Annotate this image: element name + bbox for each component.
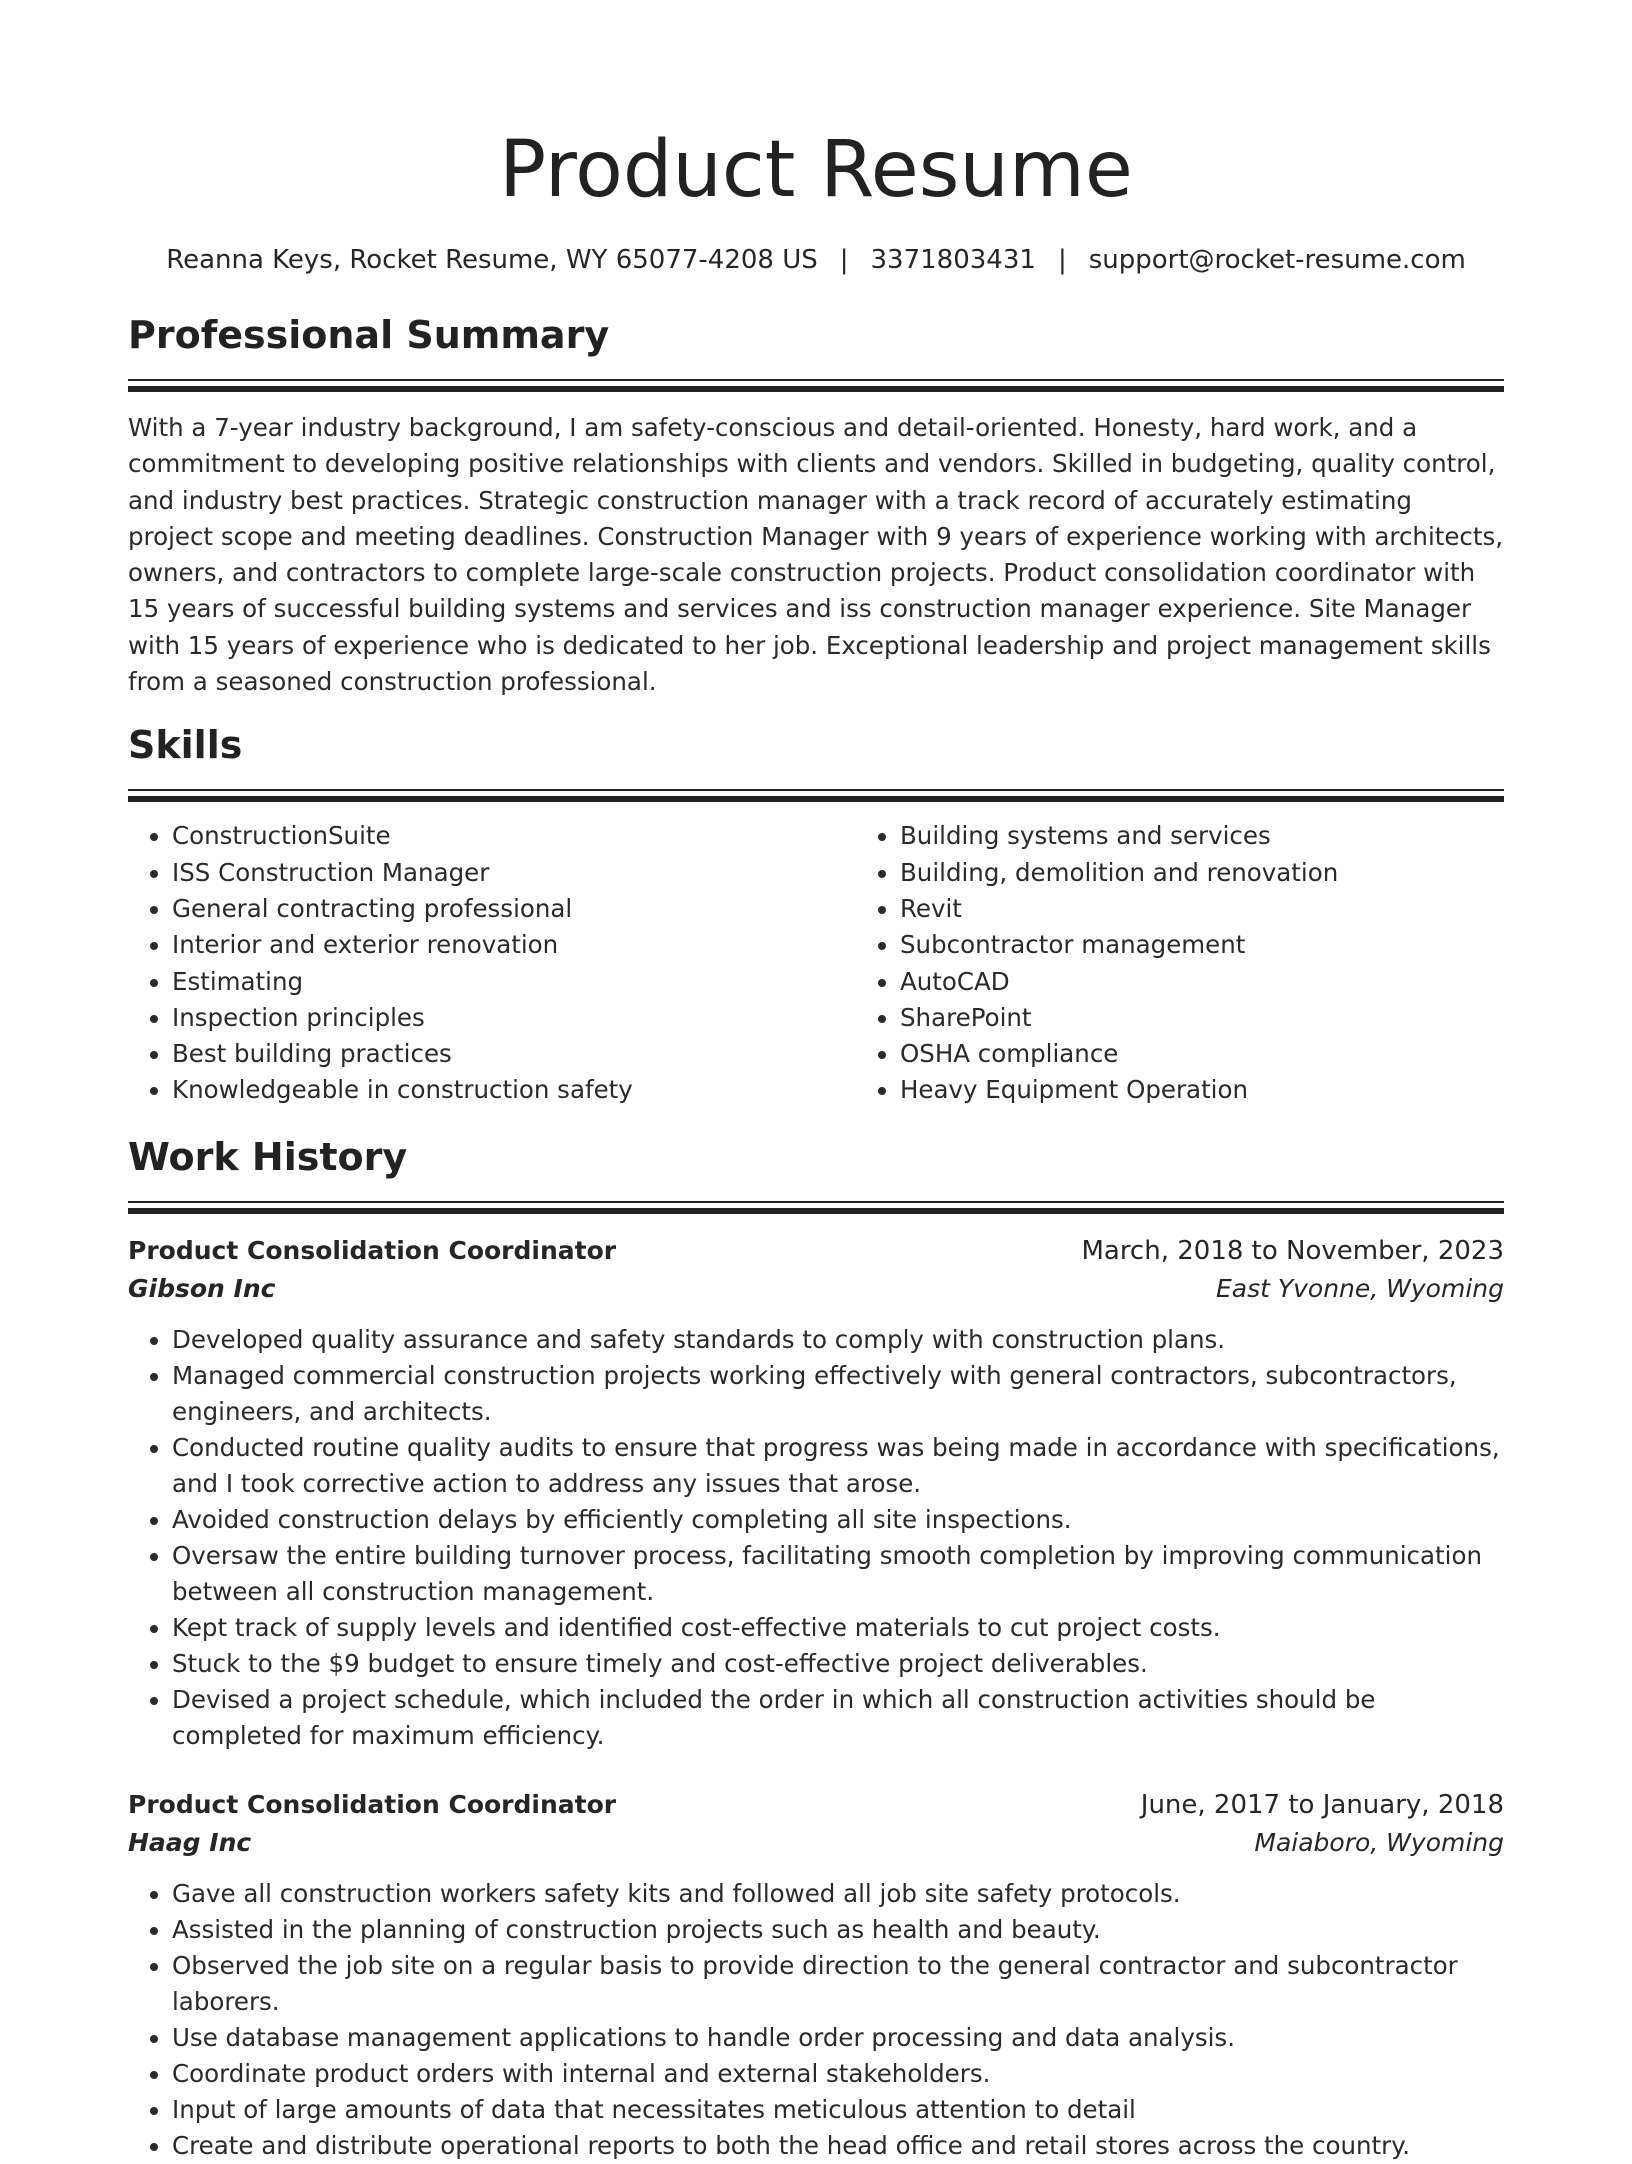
work-history-section [128, 1133, 1504, 2164]
skill-item: • Heavy Equipment Operation [900, 1072, 1498, 1108]
contact-line [128, 242, 1504, 278]
job-company: Haag Inc [128, 1827, 252, 1857]
job-entry [128, 1786, 1504, 2164]
section-divider-thick [128, 1208, 1504, 1214]
job-bullet: • Avoided construction delays by efficiently completing all site inspections. [172, 1502, 1504, 1538]
job-title: Product Consolidation Coordinator [128, 1789, 617, 1819]
skill-item: • AutoCAD [900, 964, 1498, 1000]
skill-item: • Subcontractor management [900, 927, 1498, 963]
contact-separator: | [839, 245, 849, 275]
job-location: East Yvonne, Wyoming [1215, 1273, 1504, 1303]
job-header-row [128, 1232, 1504, 1270]
skill-item: • General contracting professional [172, 891, 850, 927]
job-bullet: • Create and distribute operational reports to both the head office and retail stores across the country. [172, 2128, 1504, 2164]
job-bullet: • Assisted in the planning of construction projects such as health and beauty. [172, 1912, 1504, 1948]
job-subheader-row [128, 1824, 1504, 1862]
job-bullet: • Developed quality assurance and safety standards to comply with construction plans. [172, 1322, 1504, 1358]
skill-item: • Revit [900, 891, 1498, 927]
skills-section [128, 721, 1504, 1108]
skill-item: • Best building practices [172, 1036, 850, 1072]
contact-separator: | [1057, 245, 1067, 275]
contact-phone: 3371803431 [870, 245, 1036, 275]
contact-email: support@rocket-resume.com [1088, 245, 1466, 275]
job-bullet: • Input of large amounts of data that necessitates meticulous attention to detail [172, 2092, 1504, 2128]
skill-item: • Building, demolition and renovation [900, 855, 1498, 891]
section-divider [128, 379, 1504, 381]
section-divider-thick [128, 796, 1504, 802]
job-bullet: • Kept track of supply levels and identified cost-effective materials to cut project costs. [172, 1610, 1504, 1646]
skills-list-right [850, 818, 1498, 1108]
job-dates: March, 2018 to November, 2023 [1081, 1235, 1504, 1266]
job-bullet: • Stuck to the $9 budget to ensure timely and cost-effective project deliverables. [172, 1646, 1504, 1682]
job-bullet: • Oversaw the entire building turnover process, facilitating smooth completion by improving communication between all construction management. [172, 1538, 1504, 1610]
skill-item: • Knowledgeable in construction safety [172, 1072, 850, 1108]
skills-list-left [128, 818, 850, 1108]
skill-item: • Estimating [172, 964, 850, 1000]
contact-address: Reanna Keys, Rocket Resume, WY 65077-4208 US [166, 245, 818, 275]
skills-heading: Skills [128, 723, 243, 768]
job-location: Maiaboro, Wyoming [1254, 1827, 1504, 1857]
job-bullet: • Use database management applications to handle order processing and data analysis. [172, 2020, 1504, 2056]
skill-item: • Inspection principles [172, 1000, 850, 1036]
job-header-row [128, 1786, 1504, 1824]
job-bullet: • Gave all construction workers safety kits and followed all job site safety protocols. [172, 1876, 1504, 1912]
skill-item: • ConstructionSuite [172, 818, 850, 854]
job-bullet: • Conducted routine quality audits to ensure that progress was being made in accordance with specifications, and I took corrective action to address any issues that arose. [172, 1430, 1504, 1502]
job-bullet: • Coordinate product orders with internal and external stakeholders. [172, 2056, 1504, 2092]
summary-section [128, 311, 1504, 700]
section-divider [128, 1201, 1504, 1203]
skill-item: • Interior and exterior renovation [172, 927, 850, 963]
skill-item: • SharePoint [900, 1000, 1498, 1036]
job-bullets [128, 1876, 1504, 2164]
job-bullet: • Devised a project schedule, which included the order in which all construction activities should be completed for maximum efficiency. [172, 1682, 1504, 1754]
resume-page [128, 0, 1504, 2164]
job-entry [128, 1232, 1504, 1754]
section-divider-thick [128, 386, 1504, 392]
section-divider [128, 789, 1504, 791]
job-bullet: • Managed commercial construction projects working effectively with general contractors, subcontractors, engineers, and architects. [172, 1358, 1504, 1430]
work-history-heading: Work History [128, 1134, 408, 1179]
summary-heading: Professional Summary [128, 313, 610, 357]
skills-columns [128, 818, 1504, 1108]
job-title: Product Consolidation Coordinator [128, 1235, 617, 1265]
job-subheader-row [128, 1270, 1504, 1308]
job-bullets [128, 1322, 1504, 1754]
skill-item: • ISS Construction Manager [172, 855, 850, 891]
job-bullet: • Observed the job site on a regular basis to provide direction to the general contractor and subcontractor laborers. [172, 1948, 1504, 2020]
skill-item: • OSHA compliance [900, 1036, 1498, 1072]
summary-text: With a 7-year industry background, I am safety-conscious and detail-oriented. Honesty, hard work, and a commitment to developing positive relationships with clients and vendors. Skilled in budgeting, quality control, and industry best practices. Strategic construction manager with a track record of accurately estimating project scope and meeting deadlines. Construction Manager with 9 years of experience working with architects, owners, and contractors to complete large-scale construction projects. Product consolidation coordinator with 15 years of successful building systems and services and iss construction manager experience. Site Manager with 15 years of experience who is dedicated to her job. Exceptional leadership and project management skills from a seasoned construction professional. [128, 413, 1504, 697]
job-dates: June, 2017 to January, 2018 [1140, 1789, 1504, 1820]
job-company: Gibson Inc [128, 1273, 276, 1303]
resume-title: Product Resume [499, 125, 1133, 215]
skill-item: • Building systems and services [900, 818, 1498, 854]
